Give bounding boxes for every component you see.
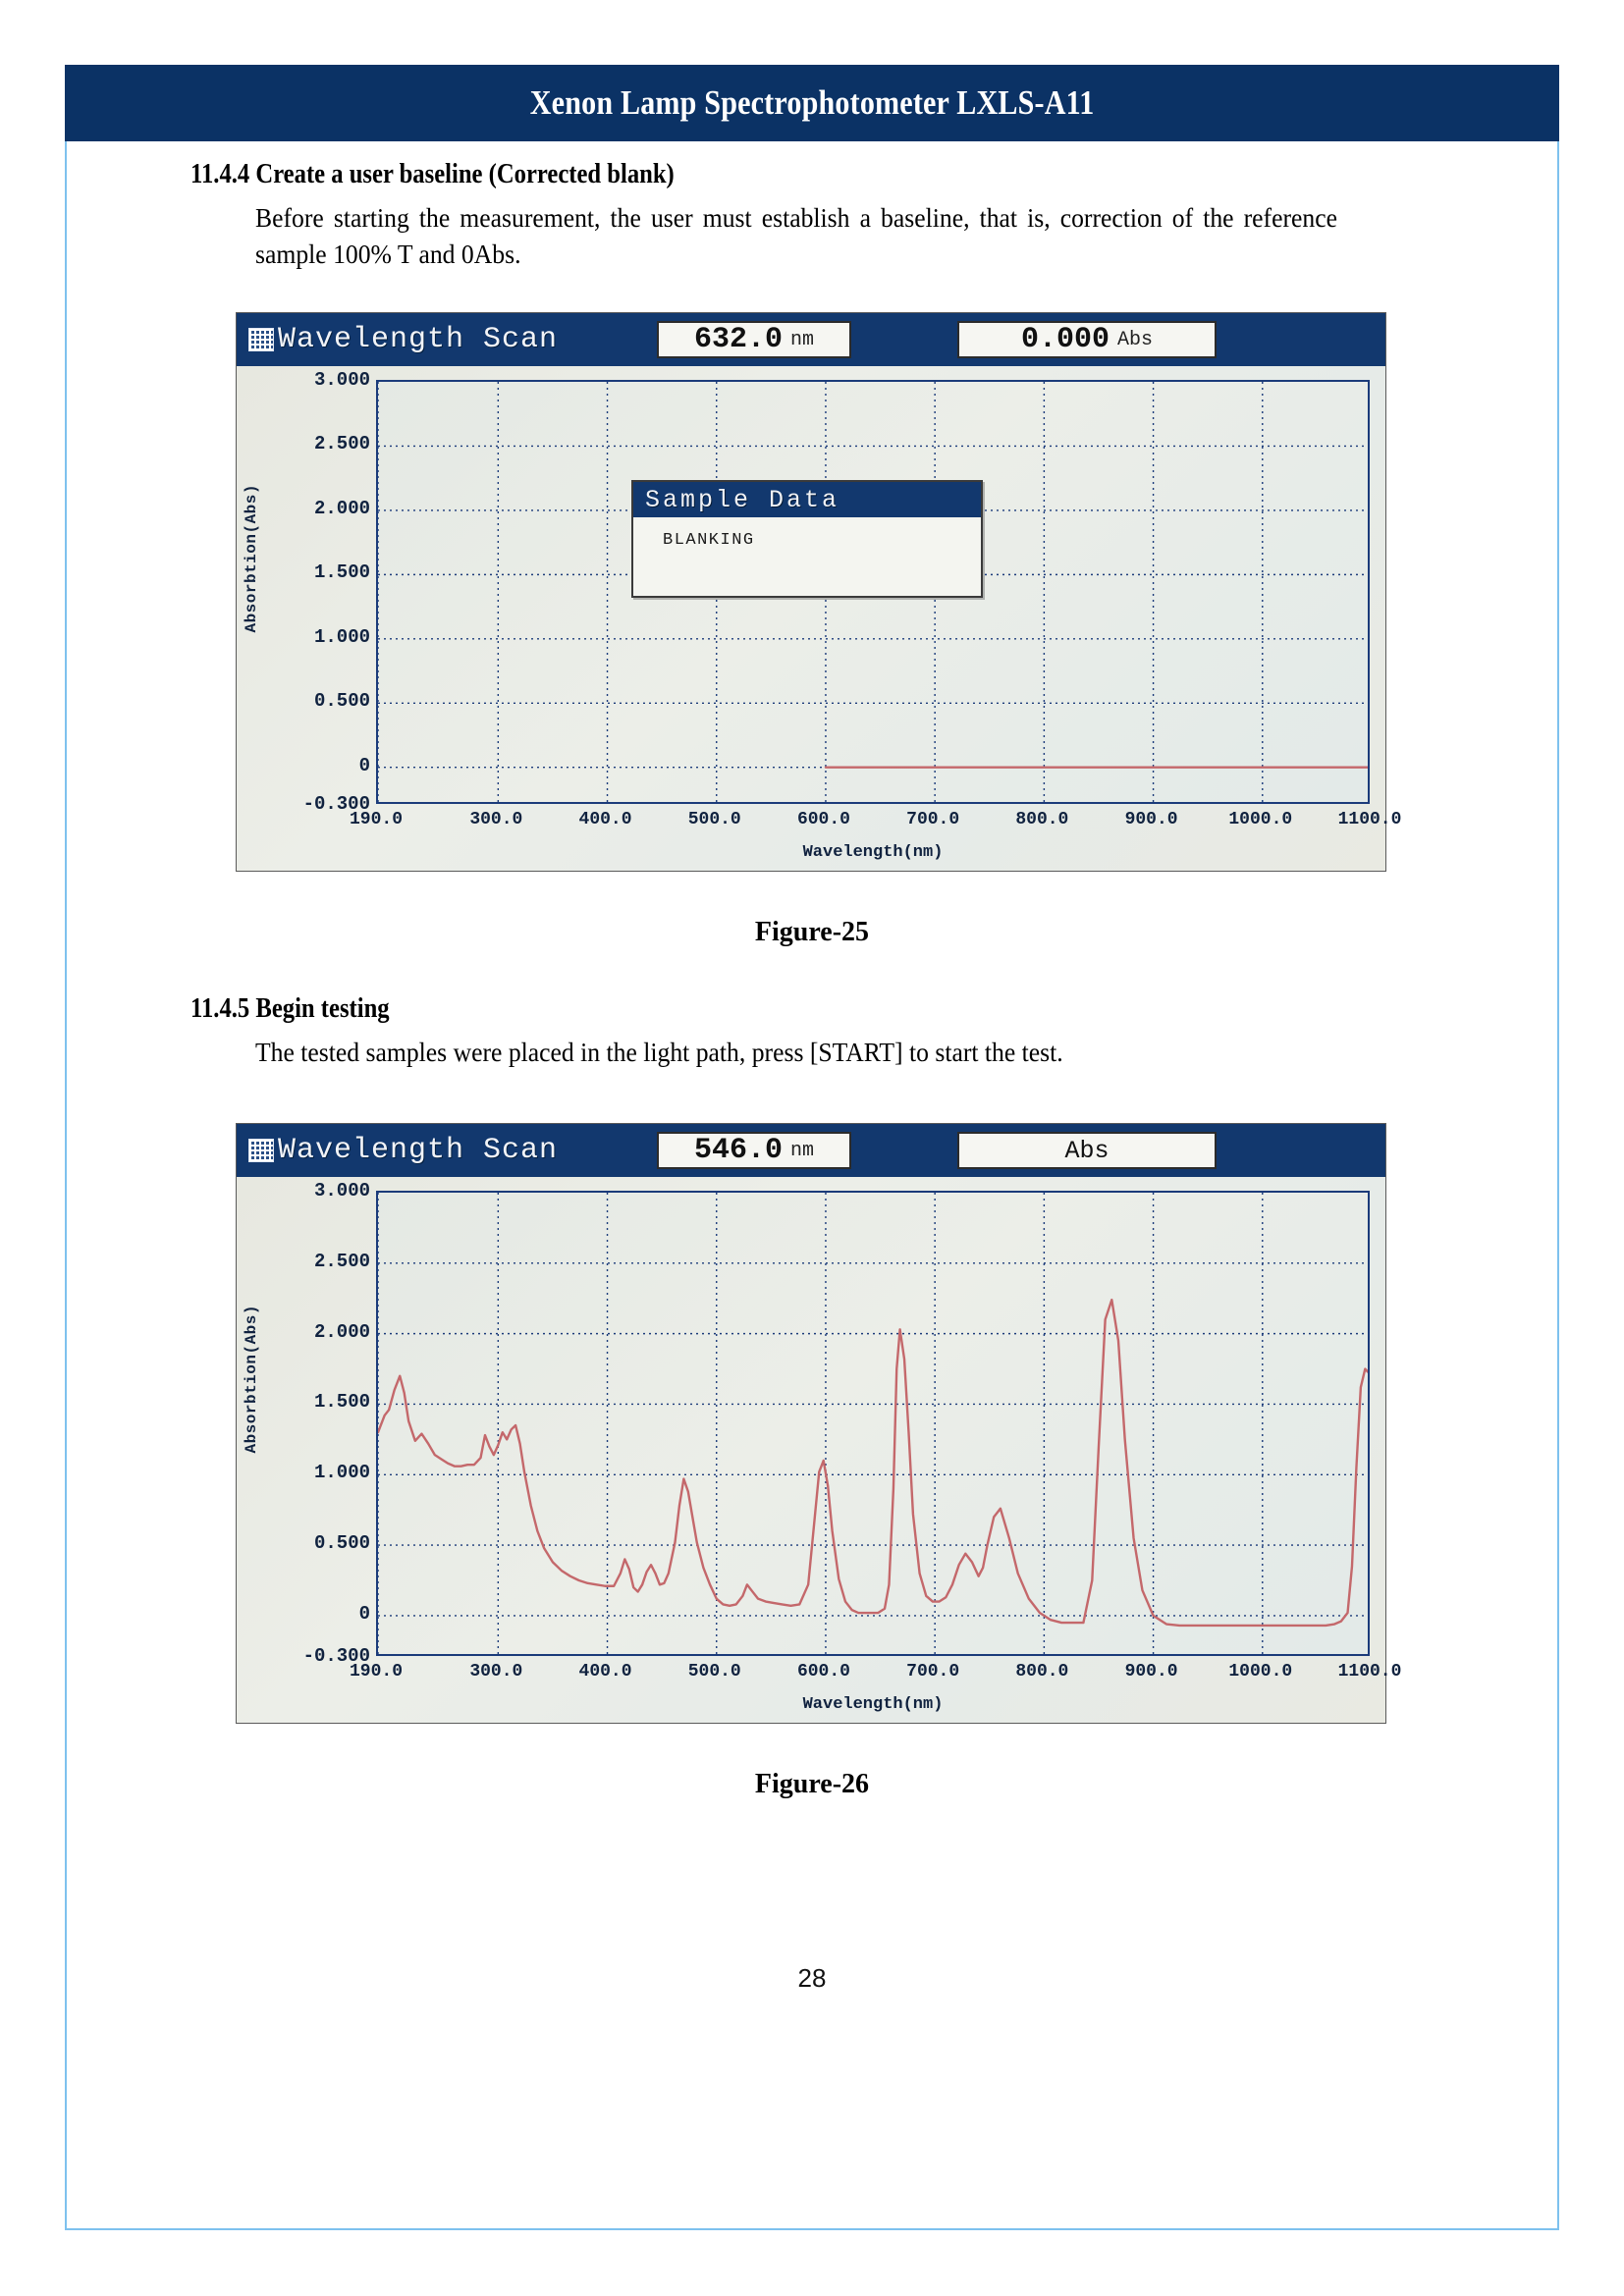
instrument-panel-2[interactable] bbox=[236, 1123, 1402, 1724]
x-tick-label: 190.0 bbox=[349, 1662, 404, 1682]
panel-1-absorbance-readout[interactable] bbox=[957, 321, 1217, 358]
x-tick-label: 900.0 bbox=[1124, 1662, 1178, 1682]
panel-2-chart-svg bbox=[378, 1193, 1370, 1656]
x-tick-label: 190.0 bbox=[349, 810, 404, 829]
y-tick-label: 3.000 bbox=[313, 369, 370, 391]
panel-2-plot-box bbox=[376, 1191, 1370, 1656]
panel-2-titlebar bbox=[237, 1124, 1385, 1177]
panel-2-wavelength-readout[interactable] bbox=[657, 1132, 851, 1169]
x-tick-label: 600.0 bbox=[796, 1662, 850, 1682]
panel-1-title: Wavelength Scan bbox=[278, 323, 559, 356]
x-tick-label: 1000.0 bbox=[1228, 810, 1293, 829]
x-tick-label: 1100.0 bbox=[1337, 1662, 1402, 1682]
panel-2-x-axis-label: Wavelength(nm) bbox=[802, 1695, 944, 1714]
y-tick-label: 2.500 bbox=[313, 1250, 370, 1272]
figure-26-caption: Figure-26 bbox=[754, 1769, 870, 1799]
y-tick-label: 0 bbox=[358, 1602, 370, 1625]
instrument-panel-1[interactable] bbox=[236, 312, 1402, 872]
sample-data-dialog-title: Sample Data bbox=[633, 482, 981, 517]
x-tick-label: 1100.0 bbox=[1337, 810, 1402, 829]
sample-data-dialog[interactable] bbox=[631, 480, 983, 598]
y-tick-label: 1.000 bbox=[313, 625, 370, 648]
x-tick-label: 700.0 bbox=[906, 810, 960, 829]
page-content bbox=[65, 141, 1559, 2230]
panel-1-x-axis-label: Wavelength(nm) bbox=[802, 843, 944, 862]
panel-1-wavelength-readout[interactable] bbox=[657, 321, 851, 358]
section-11-4-5-heading: 11.4.5 Begin testing bbox=[190, 993, 390, 1024]
panel-1-absorbance-value: 0.000 bbox=[1020, 323, 1110, 356]
x-tick-label: 500.0 bbox=[687, 1662, 741, 1682]
panel-2-title: Wavelength Scan bbox=[278, 1134, 559, 1167]
y-tick-label: 1.500 bbox=[313, 561, 370, 584]
grid-icon bbox=[248, 328, 274, 351]
panel-1-wavelength-value: 632.0 bbox=[693, 323, 783, 356]
y-tick-label: -0.300 bbox=[302, 793, 370, 815]
y-tick-label: 2.000 bbox=[313, 1320, 370, 1343]
x-tick-label: 400.0 bbox=[578, 1662, 632, 1682]
x-tick-label: 300.0 bbox=[469, 1662, 523, 1682]
section-11-4-4-body: Before starting the measurement, the user must establish a baseline, that is, correction of the reference sample 100% T and 0Abs. bbox=[255, 203, 1337, 270]
y-tick-label: 1.500 bbox=[313, 1391, 370, 1414]
panel-2-absorbance-unit: Abs bbox=[1064, 1136, 1110, 1165]
x-tick-label: 600.0 bbox=[796, 810, 850, 829]
panel-1-y-axis-label: Absorbtion(Abs) bbox=[243, 484, 260, 633]
x-tick-label: 300.0 bbox=[469, 810, 523, 829]
y-tick-label: 0 bbox=[358, 754, 370, 776]
section-11-4-5-body: The tested samples were placed in the light path, press [START] to start the test. bbox=[255, 1038, 1063, 1067]
x-tick-label: 800.0 bbox=[1015, 1662, 1069, 1682]
grid-icon bbox=[248, 1139, 274, 1162]
section-11-4-4-heading: 11.4.4 Create a user baseline (Corrected blank) bbox=[190, 159, 675, 189]
x-tick-label: 900.0 bbox=[1124, 810, 1178, 829]
panel-2-y-ticks bbox=[260, 1177, 370, 1723]
y-tick-label: 0.500 bbox=[313, 690, 370, 713]
figure-25-caption: Figure-25 bbox=[754, 917, 870, 947]
y-tick-label: 0.500 bbox=[313, 1532, 370, 1555]
y-tick-label: 1.000 bbox=[313, 1462, 370, 1484]
y-tick-label: -0.300 bbox=[302, 1645, 370, 1667]
section-11-4-5 bbox=[190, 993, 1457, 1071]
panel-1-plot-area bbox=[237, 366, 1402, 871]
x-tick-label: 400.0 bbox=[578, 810, 632, 829]
y-tick-label: 3.000 bbox=[313, 1180, 370, 1201]
page-title: Xenon Lamp Spectrophotometer LXLS-A11 bbox=[529, 83, 1095, 122]
panel-1-wavelength-unit: nm bbox=[790, 328, 815, 351]
x-tick-label: 800.0 bbox=[1015, 810, 1069, 829]
sample-data-dialog-message: BLANKING bbox=[663, 531, 755, 550]
x-tick-label: 700.0 bbox=[906, 1662, 960, 1682]
page-number: 28 bbox=[797, 1963, 827, 1993]
x-tick-label: 1000.0 bbox=[1228, 1662, 1293, 1682]
panel-1-absorbance-unit: Abs bbox=[1117, 328, 1154, 351]
panel-2-plot-area bbox=[237, 1177, 1402, 1723]
panel-1-titlebar bbox=[237, 313, 1385, 366]
section-11-4-4 bbox=[190, 159, 1457, 274]
y-tick-label: 2.000 bbox=[313, 497, 370, 519]
panel-2-wavelength-value: 546.0 bbox=[693, 1134, 783, 1167]
y-tick-label: 2.500 bbox=[313, 433, 370, 455]
document-header bbox=[65, 65, 1559, 141]
panel-1-y-ticks bbox=[260, 366, 370, 871]
panel-2-y-axis-label: Absorbtion(Abs) bbox=[243, 1305, 260, 1454]
panel-2-absorbance-readout[interactable] bbox=[957, 1132, 1217, 1169]
x-tick-label: 500.0 bbox=[687, 810, 741, 829]
panel-2-wavelength-unit: nm bbox=[790, 1139, 815, 1162]
